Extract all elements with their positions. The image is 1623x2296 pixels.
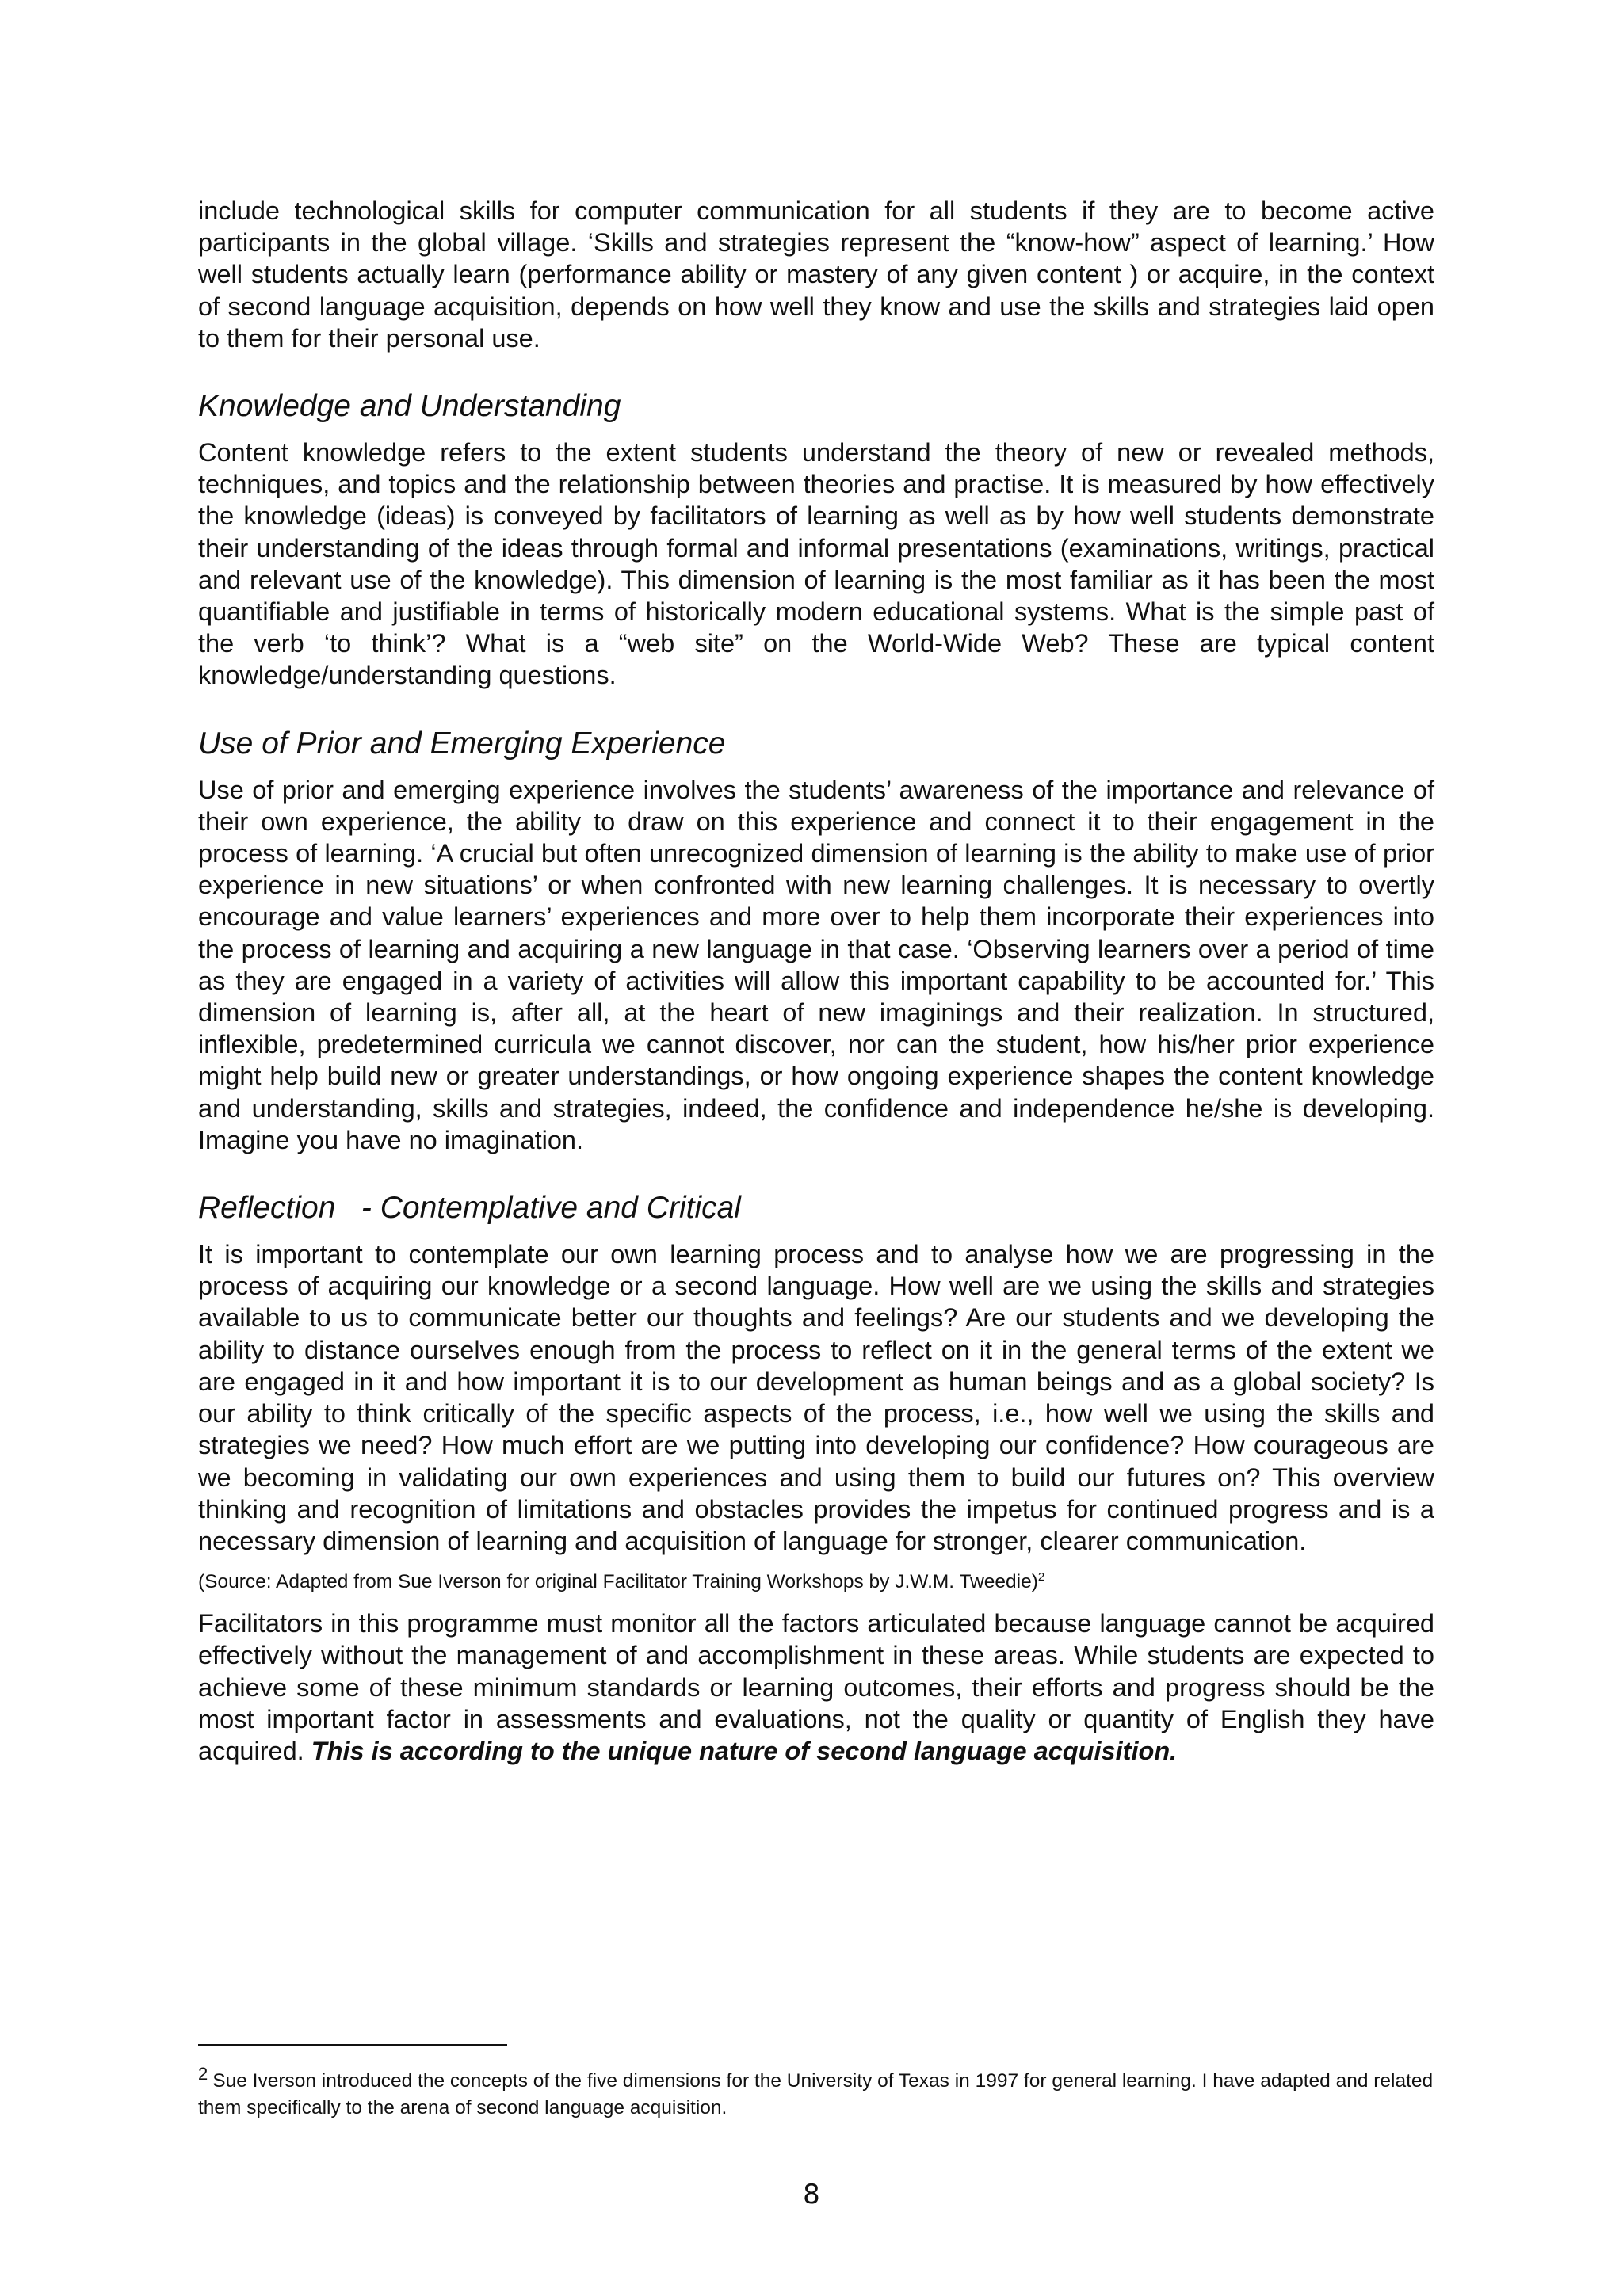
footnote-text: Sue Iverson introduced the concepts of the five dimensions for the University of Texas in 1997 for general learning. I have adapted and related them specifically to the arena of second language acquisition.	[198, 2070, 1434, 2119]
source-text: (Source: Adapted from Sue Iverson for original Facilitator Training Workshops by J.W.M. Tweedie)	[198, 1571, 1038, 1593]
heading-reflection: Reflection - Contemplative and Critical	[198, 1191, 741, 1226]
page-number: 8	[803, 2179, 820, 2210]
page-body	[198, 195, 1434, 1767]
heading-prior-experience: Use of Prior and Emerging Experience	[198, 726, 726, 761]
facilitators-emphasis: This is according to the unique nature of second language acquisition.	[311, 1736, 1178, 1765]
prior-experience-paragraph: Use of prior and emerging experience involves the students’ awareness of the importance and relevance of their own experience, the ability to draw on this experience and connect it to their engagement in the process of learning. ‘A crucial but often unrecognized dimension of learning is the ability to make use of prior experience in new situations’ or when confronted with new learning challenges. It is necessary to overtly encourage and value learners’ experiences and more over to help them incorporate their experiences into the process of learning and acquiring a new language in that case. ‘Observing learners over a period of time as they are engaged in a variety of activities will allow this important capability to be accounted for.’ This dimension of learning is, after all, at the heart of new imaginings and their realization. In structured, inflexible, predetermined curricula we cannot discover, nor can the student, how his/her prior experience might help build new or greater understandings, or how ongoing experience shapes the content knowledge and understanding, skills and strategies, indeed, the confidence and independence he/she is developing. Imagine you have no imagination.	[198, 775, 1434, 1154]
footnote-divider	[198, 2044, 507, 2046]
heading-knowledge-understanding: Knowledge and Understanding	[198, 389, 621, 424]
knowledge-paragraph: Content knowledge refers to the extent students understand the theory of new or revealed methods, techniques, and topics and the relationship between theories and practise. It is measured by how effectively the knowledge (ideas) is conveyed by facilitators of learning as well as by how well students demonstrate their understanding of the ideas through formal and informal presentations (examinations, writings, practical and relevant use of the knowledge). This dimension of learning is the most familiar as it has been the most quantifiable and justifiable in terms of historically modern educational systems. What is the simple past of the verb ‘to think’? What is a “web site” on the World-Wide Web? These are typical content knowledge/understanding questions.	[198, 438, 1434, 690]
source-citation	[198, 1569, 1434, 1595]
reflection-paragraph: It is important to contemplate our own learning process and to analyse how we are progressing in the process of acquiring our knowledge or a second language. How well are we using the skills and strategies available to us to communicate better our thoughts and feelings? Are our students and we developing the ability to distance ourselves enough from the process to reflect on it in the general terms of the extent we are engaged in it and how important it is to our development as human beings and as a global society? Is our ability to think critically of the specific aspects of the process, i.e., how well we using the skills and strategies we need? How much effort are we putting into developing our confidence? How courageous are we becoming in validating our own experiences and using them to build our futures on? This overview thinking and recognition of limitations and obstacles provides the impetus for continued progress and is a necessary dimension of learning and acquisition of language for stronger, clearer communication.	[198, 1240, 1434, 1555]
intro-paragraph: include technological skills for computer communication for all students if they are to become active participants in the global village. ‘Skills and strategies represent the “know-how” aspect of learning.’ How well students actually learn (performance ability or mastery of any given content ) or acquire, in the context of second language acquisition, depends on how well they know and use the skills and strategies laid open to them for their personal use.	[198, 196, 1434, 353]
footnote	[198, 2063, 1434, 2122]
facilitators-paragraph	[198, 1608, 1434, 1767]
facilitators-text: Facilitators in this programme must monitor all the factors articulated because language cannot be acquired effectively without the management of and accomplishment in these areas. While students are expected to achieve some of these minimum standards or learning outcomes, their efforts and progress should be the most important factor in assessments and evaluations, not the quality or quantity of English they have acquired.	[198, 1609, 1434, 1765]
footnote-reference[interactable]: 2	[1037, 1569, 1045, 1584]
footnote-marker: 2	[198, 2063, 208, 2084]
